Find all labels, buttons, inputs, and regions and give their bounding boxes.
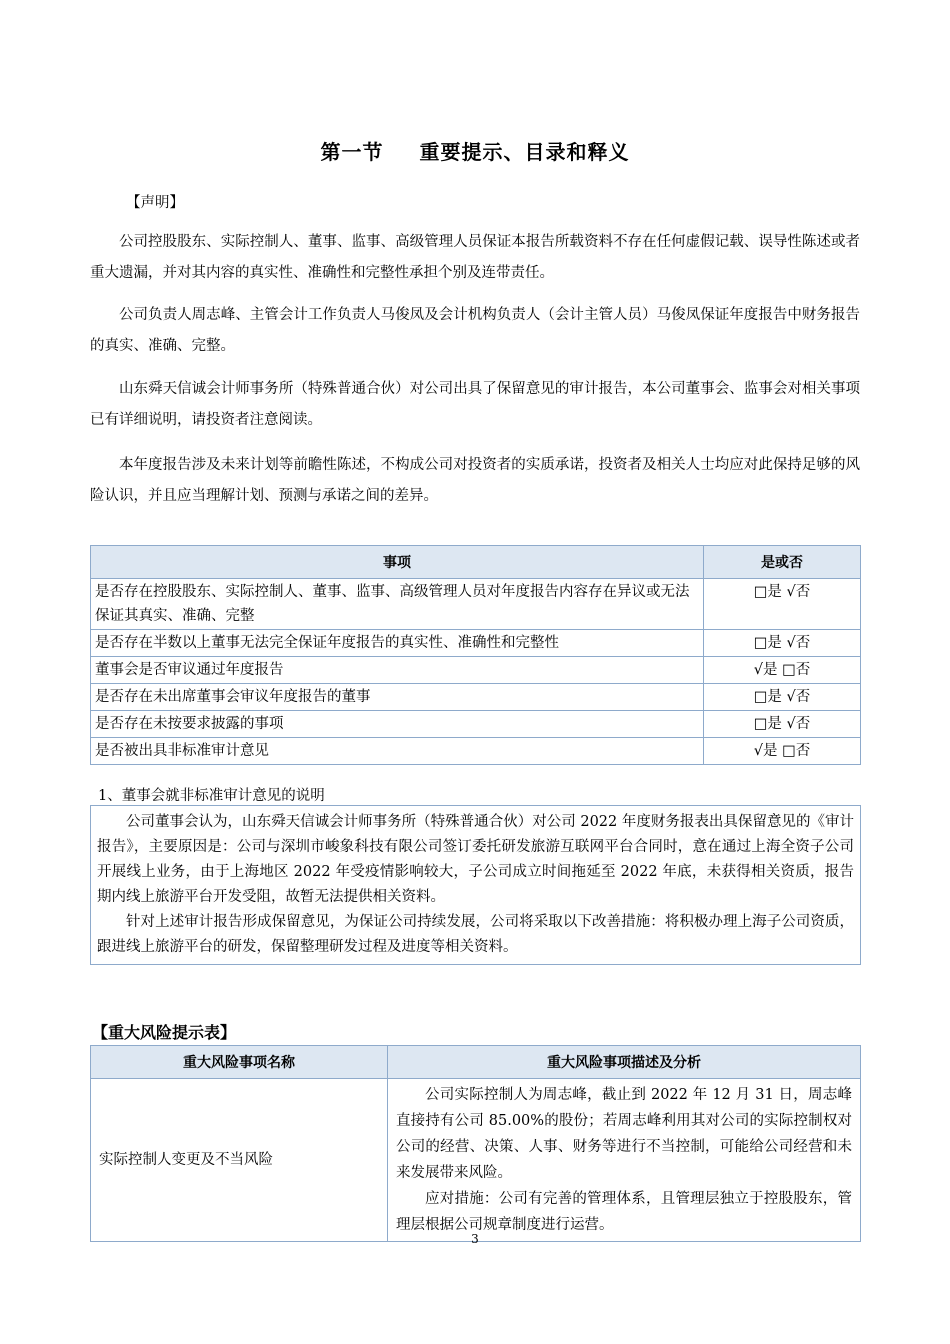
row-answer: □是 √否 (704, 579, 861, 630)
risk-description-paragraph: 应对措施：公司有完善的管理体系，且管理层独立于控股股东，管理层根据公司规章制度进行运营。 (396, 1191, 852, 1233)
paragraph-2: 公司负责人周志峰、主管会计工作负责人马俊凤及会计机构负责人（会计主管人员）马俊凤保证年度报告中财务报告的真实、准确、完整。 (90, 307, 860, 354)
table-row (91, 579, 861, 630)
table-header-row (91, 1046, 861, 1079)
row-item: 是否存在控股股东、实际控制人、董事、监事、高级管理人员对年度报告内容存在异议或无法保证其真实、准确、完整 (91, 579, 704, 630)
row-answer: □是 √否 (704, 684, 861, 711)
audit-note-paragraph: 针对上述审计报告形成保留意见，为保证公司持续发展，公司将采取以下改善措施：将积极办理上海子公司资质，跟进线上旅游平台的研发，保留整理研发过程及进度等相关资料。 (97, 914, 854, 955)
confirmation-table (90, 545, 861, 765)
table-header-row (91, 546, 861, 579)
table-row (91, 684, 861, 711)
page-number: 3 (471, 1232, 479, 1246)
table-row (91, 1079, 861, 1242)
audit-note-paragraph: 公司董事会认为，山东舜天信诚会计师事务所（特殊普通合伙）对公司 2022 年度财务报表出具保留意见的《审计报告》，主要原因是：公司与深圳市峻象科技有限公司签订委托研发旅游互联网平台合同时，意在通过上海全资子公司开展线上业务，由于上海地区 2022 年受疫情影响较大，子公司成立时间拖延至 2022 年底，未获得相关资质，报告期内线上旅游平台开发受阻，故暂无法提供相关资料。 (97, 814, 854, 905)
paragraph-4: 本年度报告涉及未来计划等前瞻性陈述，不构成公司对投资者的实质承诺，投资者及相关人士均应对此保持足够的风险认识，并且应当理解计划、预测与承诺之间的差异。 (90, 457, 860, 504)
row-answer: □是 √否 (704, 711, 861, 738)
section-name: 重要提示、目录和释义 (419, 140, 630, 164)
statement-label: 【声明】 (126, 195, 184, 211)
header-risk-desc: 重大风险事项描述及分析 (388, 1046, 861, 1079)
table-row (91, 738, 861, 765)
row-answer: √是 □否 (704, 738, 861, 765)
row-item: 是否存在未按要求披露的事项 (91, 711, 704, 738)
risk-name: 实际控制人变更及不当风险 (91, 1079, 388, 1242)
row-item: 董事会是否审议通过年度报告 (91, 657, 704, 684)
audit-note-box (90, 805, 861, 965)
audit-note-content (91, 806, 861, 965)
paragraph-3: 山东舜天信诚会计师事务所（特殊普通合伙）对公司出具了保留意见的审计报告，本公司董事会、监事会对相关事项已有详细说明，请投资者注意阅读。 (90, 381, 860, 428)
row-item: 是否被出具非标准审计意见 (91, 738, 704, 765)
paragraph-1: 公司控股股东、实际控制人、董事、监事、高级管理人员保证本报告所载资料不存在任何虚假记载、误导性陈述或者重大遗漏，并对其内容的真实性、准确性和完整性承担个别及连带责任。 (90, 234, 860, 281)
table-row (91, 630, 861, 657)
table-row (91, 711, 861, 738)
risk-description-paragraph: 公司实际控制人为周志峰，截止到 2022 年 12 月 31 日，周志峰直接持有公司 85.00%的股份；若周志峰利用其对公司的实际控制权对公司的经营、决策、人事、财务等进行不当控制，可能给公司经营和未来发展带来风险。 (396, 1087, 852, 1181)
audit-note-label: 1、董事会就非标准审计意见的说明 (98, 788, 325, 804)
section-number: 第一节 (320, 140, 384, 164)
header-item: 事项 (91, 546, 704, 579)
table-row (91, 657, 861, 684)
section-title (0, 136, 950, 165)
risk-table-title: 【重大风险提示表】 (92, 1023, 237, 1042)
risk-table (90, 1045, 861, 1242)
row-item: 是否存在未出席董事会审议年度报告的董事 (91, 684, 704, 711)
row-answer: □是 √否 (704, 630, 861, 657)
row-item: 是否存在半数以上董事无法完全保证年度报告的真实性、准确性和完整性 (91, 630, 704, 657)
row-answer: √是 □否 (704, 657, 861, 684)
risk-description (388, 1079, 861, 1242)
header-answer: 是或否 (704, 546, 861, 579)
header-risk-name: 重大风险事项名称 (91, 1046, 388, 1079)
